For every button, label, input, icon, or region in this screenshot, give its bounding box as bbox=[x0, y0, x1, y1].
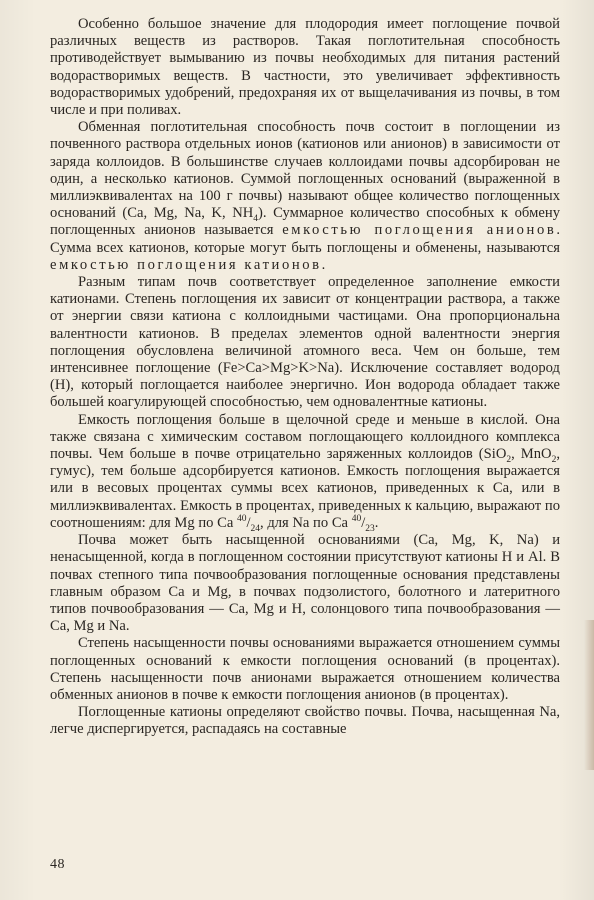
text-run: Поглощенные катионы определяют свойство почвы. Почва, насыщенная Na, легче диспергируется, распадаясь на составные bbox=[50, 704, 560, 738]
paragraph bbox=[50, 532, 560, 635]
text-run: Разным типам почв соответствует определенное заполнение емкости катионами. Степень поглощения их зависит от концентрации раствора, а также от энергии связи катиона с коллоидными частицами. Она пропорциональна валентности катионов. В пределах элементов одной валентности энергия поглощения обусловлена величиной атомного веса. Чем он больше, тем интенсивнее поглощение (Fe>Ca>Mg>K>Na). Исключение составляет водород (H), который поглощается наиболее энергично. Ион водорода обладает также большей коагулирующей способностью, чем одновалентные катионы. bbox=[50, 274, 560, 411]
subscript: 23 bbox=[365, 523, 375, 534]
subscript: 24 bbox=[250, 523, 261, 534]
superscript: 40 bbox=[236, 514, 247, 525]
text-run: ). Суммарное количество способных к обмену поглощенных анионов называется bbox=[50, 205, 560, 239]
spaced-term: емкостью поглощения анионов bbox=[282, 222, 557, 239]
superscript: 40 bbox=[351, 514, 362, 525]
text-run: / bbox=[246, 514, 251, 531]
text-run: Особенно большое значение для плодородия имеет поглощение почвой различных веществ из растворов. Такая поглотительная способность противодействует вымыванию из почвы необходимых для питания растений водорастворимых веществ. В частности, это увеличивает эффективность водорастворимых удобрений, предохраняя их от выщелачивания из почвы, в том числе и при поливах. bbox=[50, 16, 560, 119]
paragraph bbox=[50, 16, 560, 119]
text-run: Почва может быть насыщенной основаниями (Ca, Mg, K, Na) и ненасыщенной, когда в поглощенном состоянии присутствуют катионы H и Al. В почвах степного типа почвообразования поглощенные основания представлены главным образом Ca и Mg, в почвах подзолистого, болотного и латеритного типов почвообразования — Ca, Mg и H, солонцового типа почвообразования — Ca, Mg и Na. bbox=[50, 532, 560, 635]
paragraph bbox=[50, 274, 560, 412]
text-run: , MnO bbox=[511, 446, 552, 463]
subscript: 2 bbox=[506, 454, 512, 465]
text-run: , для Na по Ca bbox=[260, 514, 352, 531]
text-run: / bbox=[361, 514, 366, 531]
text-run: , гумус), тем больше адсорбируется катионов. Емкость поглощения выражается или в весовых процентах суммы всех катионов, приведенных к Ca, или в миллиэквивалентах. Емкость в процентах, приведенных к кальцию, выражают по соотношениям: для Mg по Ca bbox=[50, 446, 561, 531]
page-edge-shadow bbox=[584, 620, 594, 770]
paragraph bbox=[50, 635, 560, 704]
text-run: . Сумма всех катионов, которые могут быть поглощены и обменены, называются bbox=[50, 222, 560, 256]
subscript: 2 bbox=[551, 454, 557, 465]
subscript: 4 bbox=[253, 214, 259, 225]
text-run: . bbox=[321, 256, 326, 273]
text-run: Емкость поглощения больше в щелочной среде и меньше в кислой. Она также связана с химическим составом поглощающего коллоидного комплекса почвы. Чем больше в почве отрицательно заряженных коллоидов (SiO bbox=[50, 411, 560, 463]
paragraph bbox=[50, 119, 560, 274]
paragraph bbox=[50, 704, 560, 738]
text-run: Степень насыщенности почвы основаниями выражается отношением суммы поглощенных оснований к емкости поглощения оснований (в процентах). Степень насыщенности почв анионами выражается отношением количества обменных анионов в почве к емкости поглощения анионов (в процентах). bbox=[50, 635, 560, 703]
body-text bbox=[50, 16, 560, 739]
paragraph bbox=[50, 412, 560, 532]
page-number: 48 bbox=[50, 857, 65, 872]
text-run: . bbox=[374, 514, 379, 531]
spaced-term: емкостью поглощения катионов bbox=[50, 256, 322, 273]
text-run: Обменная поглотительная способность почв состоит в поглощении из почвенного раствора отдельных ионов (катионов или анионов) в зависимости от заряда коллоидов. В большинстве случаев коллоидами почвы адсорбирован не один, а несколько катионов. Суммой поглощенных оснований (выраженной в миллиэквивалентах на 100 г почвы) называют общее количество поглощенных оснований (Ca, Mg, Na, K, NH bbox=[50, 119, 560, 222]
